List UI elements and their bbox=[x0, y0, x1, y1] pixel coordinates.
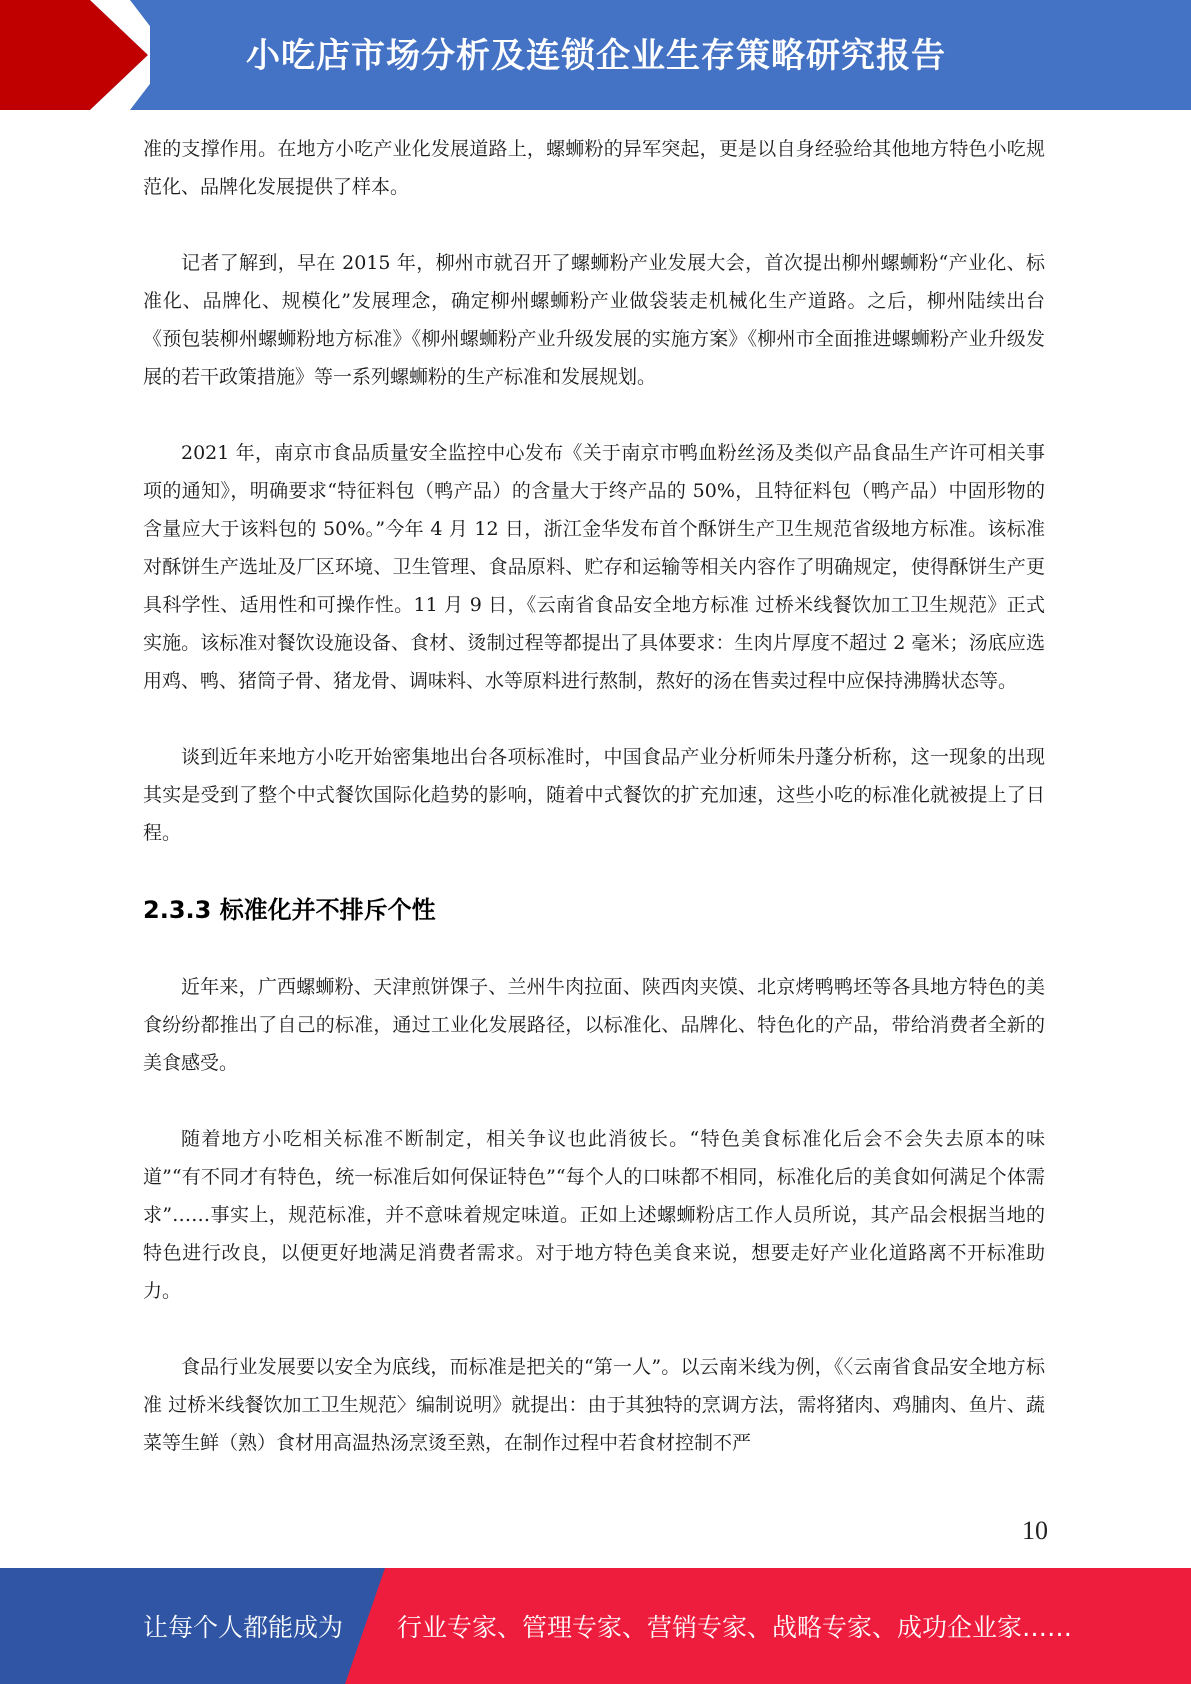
document-body bbox=[143, 130, 1045, 1500]
paragraph: 近年来，广西螺蛳粉、天津煎饼馃子、兰州牛肉拉面、陕西肉夹馍、北京烤鸭鸭坯等各具地方特色的美食纷纷都推出了自己的标准，通过工业化发展路径，以标准化、品牌化、特色化的产品，带给消费者全新的美食感受。 bbox=[143, 976, 1045, 1074]
section-heading: 2.3.3 标准化并不排斥个性 bbox=[143, 896, 436, 924]
paragraph: 食品行业发展要以安全为底线，而标准是把关的“第一人”。以云南米线为例，《〈云南省食品安全地方标准 过桥米线餐饮加工卫生规范〉编制说明》就提出：由于其独特的烹调方法，需将猪肉、鸡脯肉、鱼片、蔬菜等生鲜（熟）食材用高温热汤烹烫至熟，在制作过程中若食材控制不严 bbox=[143, 1356, 1045, 1454]
footer-slogan-right: 行业专家、管理专家、营销专家、战略专家、成功企业家…… bbox=[397, 1613, 1073, 1642]
paragraph: 准的支撑作用。在地方小吃产业化发展道路上，螺蛳粉的异军突起，更是以自身经验给其他地方特色小吃规范化、品牌化发展提供了样本。 bbox=[143, 138, 1045, 198]
paragraph: 2021 年，南京市食品质量安全监控中心发布《关于南京市鸭血粉丝汤及类似产品食品生产许可相关事项的通知》，明确要求“特征料包（鸭产品）的含量大于终产品的 50%，且特征料包（鸭产品）中固形物的含量应大于该料包的 50%。”今年 4 月 12 日，浙江金华发布首个酥饼生产卫生规范省级地方标准。该标准对酥饼生产选址及厂区环境、卫生管理、食品原料、贮存和运输等相关内容作了明确规定，使得酥饼生产更具科学性、适用性和可操作性。11 月 9 日，《云南省食品安全地方标准 过桥米线餐饮加工卫生规范》正式实施。该标准对餐饮设施设备、食材、烫制过程等都提出了具体要求：生肉片厚度不超过 2 毫米；汤底应选用鸡、鸭、猪筒子骨、猪龙骨、调味料、水等原料进行熬制，熬好的汤在售卖过程中应保持沸腾状态等。 bbox=[143, 442, 1045, 692]
paragraph: 谈到近年来地方小吃开始密集地出台各项标准时，中国食品产业分析师朱丹蓬分析称，这一现象的出现其实是受到了整个中式餐饮国际化趋势的影响，随着中式餐饮的扩充加速，这些小吃的标准化就被提上了日程。 bbox=[143, 746, 1045, 844]
paragraph: 随着地方小吃相关标准不断制定，相关争议也此消彼长。“特色美食标准化后会不会失去原本的味道”“有不同才有特色，统一标准后如何保证特色”“每个人的口味都不相同，标准化后的美食如何满足个体需求”……事实上，规范标准，并不意味着规定味道。正如上述螺蛳粉店工作人员所说，其产品会根据当地的特色进行改良，以便更好地满足消费者需求。对于地方特色美食来说，想要走好产业化道路离不开标准助力。 bbox=[143, 1128, 1045, 1302]
footer-slogan-left: 让每个人都能成为 bbox=[143, 1613, 344, 1642]
page-header bbox=[0, 0, 1191, 110]
page-footer bbox=[0, 1568, 1191, 1684]
page-number: 10 bbox=[1022, 1516, 1048, 1545]
paragraph: 记者了解到，早在 2015 年，柳州市就召开了螺蛳粉产业发展大会，首次提出柳州螺蛳粉“产业化、标准化、品牌化、规模化”发展理念，确定柳州螺蛳粉产业做袋装走机械化生产道路。之后，柳州陆续出台《预包装柳州螺蛳粉地方标准》《柳州螺蛳粉产业升级发展的实施方案》《柳州市全面推进螺蛳粉产业升级发展的若干政策措施》等一系列螺蛳粉的生产标准和发展规划。 bbox=[143, 252, 1045, 388]
report-title: 小吃店市场分析及连锁企业生存策略研究报告 bbox=[246, 36, 946, 76]
